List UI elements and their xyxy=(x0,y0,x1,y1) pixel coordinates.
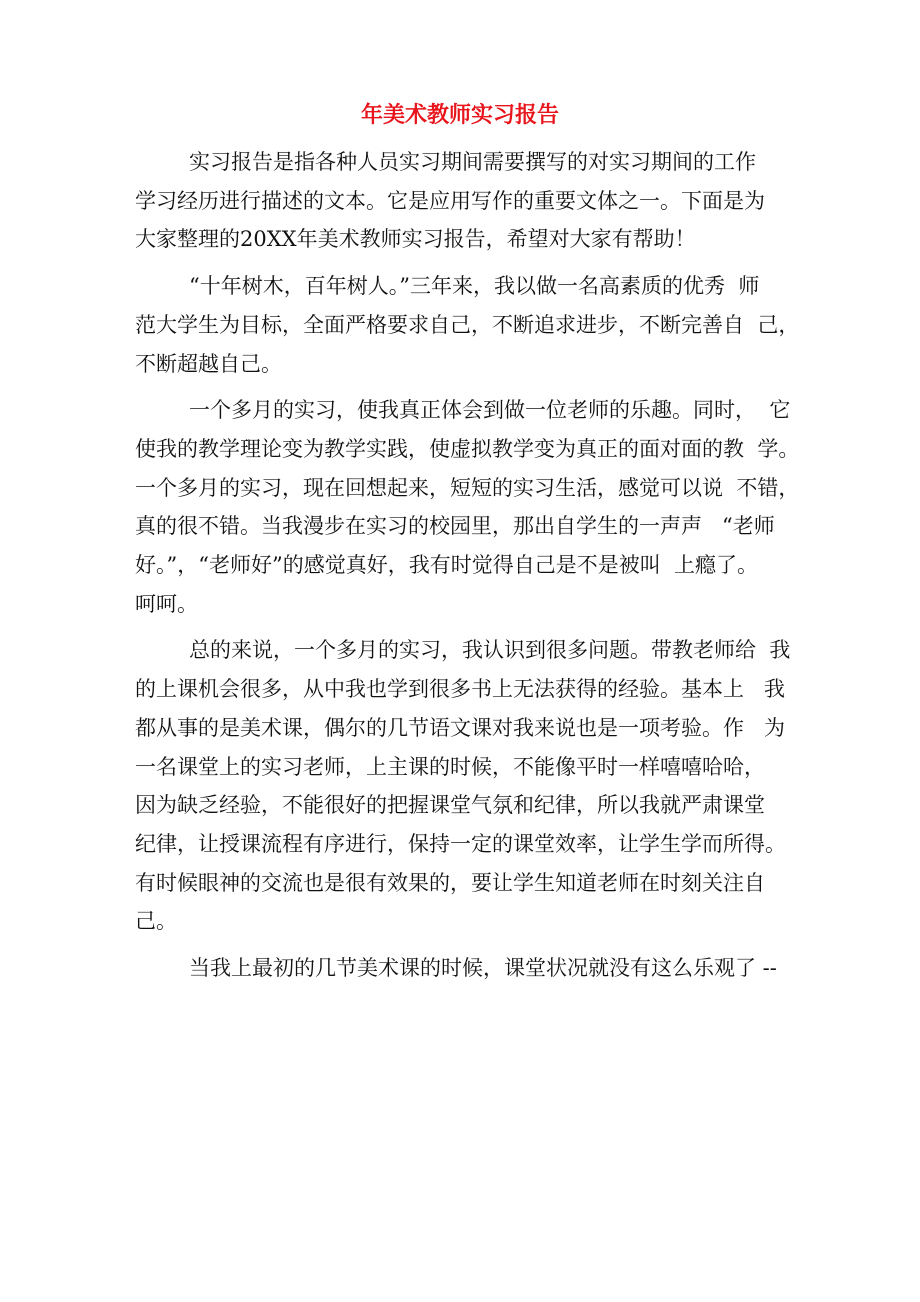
text-line: 呵呵。 xyxy=(135,591,198,616)
paragraph-art-class xyxy=(135,949,807,988)
text-line: 使我的教学理论变为教学实践，使虚拟教学变为真正的面对面的教 学。 xyxy=(135,436,800,461)
text-line: 学习经历进行描述的文本。它是应用写作的重要文体之一。下面是为 xyxy=(135,188,765,213)
text-line: 的上课机会很多，从中我也学到很多书上无法获得的经验。基本上 我 xyxy=(135,677,786,702)
text-line: 总的来说，一个多月的实习，我认识到很多问题。带教老师给 我 xyxy=(189,638,791,663)
text-line: 好。”，“老师好”的感觉真好，我有时觉得自己是不是被叫 上瘾了。 xyxy=(135,553,759,578)
text-line: 都从事的是美术课，偶尔的几节语文课对我来说也是一项考验。作 为 xyxy=(135,715,786,740)
text-line: “十年树木，百年树人。”三年来，我以做一名高素质的优秀 师 xyxy=(189,274,760,299)
paragraph-intro xyxy=(135,143,807,259)
text-line: 因为缺乏经验，不能很好的把握课堂气氛和纪律，所以我就严肃课堂 xyxy=(135,793,765,818)
document-body xyxy=(135,143,807,996)
text-line: 范大学生为目标，全面严格要求自己，不断追求进步，不断完善自 己， xyxy=(135,312,800,337)
text-line: 一名课堂上的实习老师，上主课的时候，不能像平时一样嘻嘻哈哈， xyxy=(135,754,765,779)
paragraph-summary xyxy=(135,631,807,941)
text-line: 不断超越自己。 xyxy=(135,351,282,376)
text-line: 一个多月的实习，现在回想起来，短短的实习生活，感觉可以说 不错， xyxy=(135,475,800,500)
text-line: 己。 xyxy=(135,909,177,934)
paragraph-goal xyxy=(135,267,807,383)
text-line: 纪律，让授课流程有序进行，保持一定的课堂效率，让学生学而所得。 xyxy=(135,831,786,856)
text-line: 实习报告是指各种人员实习期间需要撰写的对实习期间的工作 xyxy=(189,150,756,174)
text-line: 当我上最初的几节美术课的时候，课堂状况就没有这么乐观了 -- xyxy=(189,956,777,981)
text-line: 大家整理的20XX年美术教师实习报告，希望对大家有帮助！ xyxy=(135,227,696,252)
paragraph-experience xyxy=(135,391,807,623)
text-line: 真的很不错。当我漫步在实习的校园里，那出自学生的一声声 “老师 xyxy=(135,514,775,539)
document-title: 年美术教师实习报告 xyxy=(360,103,559,128)
text-line: 有时候眼神的交流也是很有效果的，要让学生知道老师在时刻关注自 xyxy=(135,870,765,895)
text-line: 一个多月的实习，使我真正体会到做一位老师的乐趣。同时， 它 xyxy=(189,398,791,423)
